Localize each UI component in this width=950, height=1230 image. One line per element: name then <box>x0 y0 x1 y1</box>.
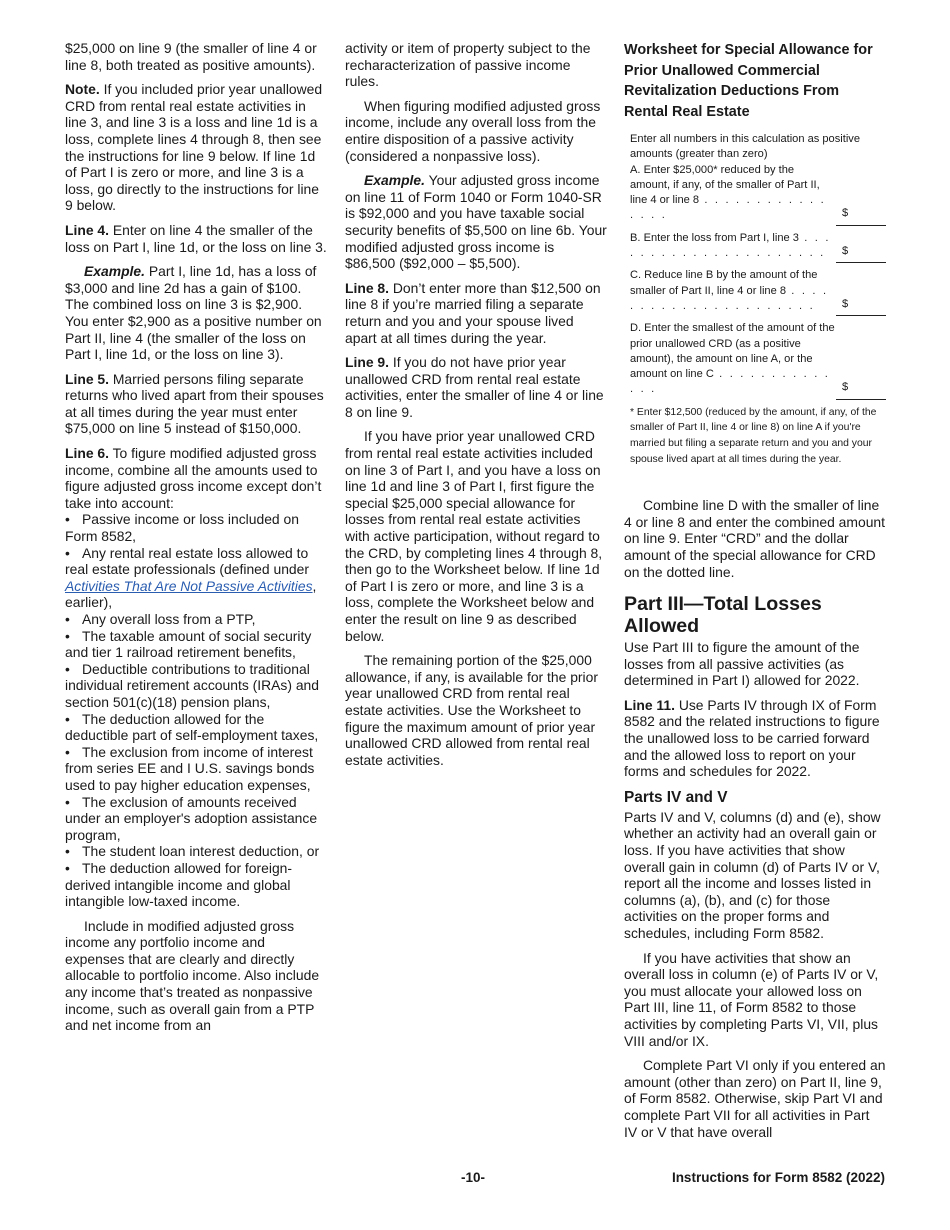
worksheet-line-b-text <box>630 231 835 262</box>
bullet-item: • The exclusion from income of interest from series EE and I U.S. savings bonds used to pay higher education expenses, <box>65 744 327 794</box>
line5-label: Line 5. <box>65 370 109 387</box>
paragraph: $25,000 on line 9 (the smaller of line 4 or line 8, both treated as positive amounts). <box>65 40 317 73</box>
column-1 <box>65 40 327 1042</box>
line5-paragraph <box>65 371 327 437</box>
line8-paragraph <box>345 280 607 346</box>
paragraph: When figuring modified adjusted gross income, include any overall loss from the entire disposition of a passive activity (considered a nonpassive loss). <box>345 97 601 164</box>
example1-text: Part I, line 1d, has a loss of $3,000 and line 2d has a gain of $100. The combined loss on line 3 is $2,900. You enter $2,900 as a positive number on Part II, line 4 (the smaller of the loss on Part I, line 1d, or the loss on line 3). <box>65 263 322 363</box>
paragraph: If you have activities that show an overall loss in column (e) of Parts IV or V, you must allocate your allowed loss on Part III, line 11, of Form 8582 to those activities by completing Parts VI, VII, plus VIII and/or IX. <box>624 949 879 1049</box>
bullet2-text-end: , earlier), <box>65 577 317 611</box>
example2-paragraph <box>345 172 607 272</box>
worksheet-line-c-text <box>630 268 835 314</box>
footer-form-title: Instructions for Form 8582 (2022) <box>671 1170 885 1185</box>
example1-label: Example. <box>84 263 145 280</box>
line6-paragraph <box>65 445 327 511</box>
bullet-item: • The taxable amount of social security and tier 1 railroad retirement benefits, <box>65 628 327 661</box>
line-d-label: D. Enter the smallest of the amount of the prior unallowed CRD (as a positive amount), the amount on line A, or the amount on line C <box>630 322 835 381</box>
combine-paragraph: Combine line D with the smaller of line 4 or line 8 and enter the combined amount on line 9. Enter “CRD” and the dollar amount of the special allowance for CRD on the dotted line. <box>624 497 886 580</box>
line9-text: If you do not have prior year unallowed CRD from rental real estate activities, enter the smaller of line 4 or line 8 on line 9. <box>345 354 604 420</box>
paragraph: activity or item of property subject to the recharacterization of passive income rules. <box>345 40 591 90</box>
paragraph: The remaining portion of the $25,000 allowance, if any, is available for the prior year unallowed CRD from rental real estate activities. Use the Worksheet to figure the maximum amount of prior year unallowed CRD allowed from rental real estate activities. <box>345 652 598 768</box>
worksheet-line-a <box>630 163 886 224</box>
dollar-sign: $ <box>842 297 849 310</box>
line-b-label: B. Enter the loss from Part I, line 3 <box>630 231 799 244</box>
example1-paragraph <box>65 263 327 363</box>
paragraph: If you have prior year unallowed CRD from rental real estate activities included on line 3 of Part I, and you have a loss on line 1d and line 3 of Part I, first figure the special $25,000 special allowance for losses from rental real estate activities with active participation, without regard to the CRD, by completing lines 4 through 8, then go to the Worksheet below. If line 1d of Part I is zero or more, and line 3 is a loss, complete the Worksheet below and enter the result on line 9 as described below. <box>345 428 603 644</box>
bullet2-text: Any rental real estate loss allowed to real estate professionals (defined under <box>65 544 310 578</box>
dollar-sign: $ <box>842 381 849 394</box>
note-text: If you included prior year unallowed CRD from rental real estate activities in line 3, and line 3 is a loss and line 1d is a loss, complete lines 4 through 8, then see the instructions for line 9 below. If line 1d of Part I is zero or more, and line 3 is a loss, go directly to the instructions for line 9 below. <box>65 81 323 214</box>
line9-label: Line 9. <box>345 354 389 371</box>
paragraph: Complete Part VI only if you entered an amount (other than zero) on Part II, line 9, of Form 8582. Otherwise, skip Part VI and complete Part VII for all activities in Part IV or V that have overall <box>624 1057 886 1140</box>
line11-text: Use Parts IV through IX of Form 8582 and the related instructions to figure the unallowed loss to be carried forward and the allowed loss to report on your forms and schedules for 2022. <box>624 696 880 780</box>
dot-leader: . . . . . . . . . . . . . . . . . . . . . . <box>630 284 829 312</box>
bullet-item: • The deduction allowed for foreign-derived intangible income and global intangible low-taxed income. <box>65 860 327 910</box>
example2-text: Your adjusted gross income on line 11 of Form 1040 or Form 1040-SR is $92,000 and you have taxable social security benefits of $5,500 on line 6b. Your modified adjusted gross income is $86,500 ($92,000 – $5,500). <box>345 172 607 272</box>
column-3 <box>624 40 886 1148</box>
part3-heading: Part III—Total Losses Allowed <box>624 593 822 637</box>
bullet-item <box>65 545 327 611</box>
note-label: Note. <box>65 81 100 98</box>
worksheet-intro: Enter all numbers in this calculation as positive amounts (greater than zero) <box>630 133 861 161</box>
line-c-label: C. Reduce line B by the amount of the smaller of Part II, line 4 or line 8 <box>630 269 818 297</box>
dot-leader: . . . . . . . . . . . . . . <box>630 368 831 396</box>
bullet-item: • Any overall loss from a PTP, <box>65 611 327 628</box>
worksheet-line-a-text <box>630 163 835 224</box>
worksheet-footnote: * Enter $12,500 (reduced by the amount, if any, of the smaller of Part II, line 4 or line 8) on line A if you're married but filing a separate return and you and your spouse lived apart at all times during the year. <box>630 406 877 465</box>
bullet-item: • The deduction allowed for the deductible part of self-employment taxes, <box>65 711 327 744</box>
line4-text: Enter on line 4 the smaller of the loss on Part I, line 1d, or the loss on line 3. <box>65 221 327 255</box>
answer-line <box>836 225 886 226</box>
paragraph: Parts IV and V, columns (d) and (e), show whether an activity had an overall gain or loss. If you have activities that show overall gain in column (d) of Parts IV or V, report all the income and losses listed in columns (a), (b), and (c) for those activities on the proper forms and schedules, including Form 8582. <box>624 808 881 941</box>
column-2 <box>345 40 607 776</box>
worksheet-line-b <box>630 231 886 262</box>
activities-not-passive-link[interactable]: Activities That Are Not Passive Activities <box>65 577 313 594</box>
line6-text: To figure modified adjusted gross income, combine all the amounts used to figure adjusted gross income except don’t take into account: <box>65 445 322 511</box>
bullet-item: • The exclusion of amounts received under an employer's adoption assistance program, <box>65 794 327 844</box>
line8-label: Line 8. <box>345 279 389 296</box>
dot-leader: . . . . . . . . . . . . . . . . . . . . . . <box>630 231 831 260</box>
line9-paragraph <box>345 354 607 420</box>
note-paragraph <box>65 81 327 214</box>
line11-label: Line 11. <box>624 696 675 713</box>
example2-label: Example. <box>364 172 425 189</box>
bullet-item: • The student loan interest deduction, or <box>65 843 327 860</box>
line4-paragraph <box>65 222 327 255</box>
bullet-item: • Deductible contributions to traditional individual retirement accounts (IRAs) and section 501(c)(18) pension plans, <box>65 661 327 711</box>
answer-line <box>836 262 886 263</box>
line8-text: Don’t enter more than $12,500 on line 8 if you’re married filing a separate return and you and your spouse lived apart at all times during the year. <box>345 279 601 346</box>
page-number: -10- <box>461 1170 486 1185</box>
parts-iv-v-heading: Parts IV and V <box>624 788 728 806</box>
include-paragraph: Include in modified adjusted gross income any portfolio income and expenses that are clearly and directly allocable to portfolio income. Also include any income that’s treated as nonpassive income, such as overall gain from a PTP and net income from an <box>65 917 320 1034</box>
dollar-sign: $ <box>842 245 849 258</box>
paragraph: Use Part III to figure the amount of the losses from all passive activities (as determined in Part I) allowed for 2022. <box>624 639 860 689</box>
bullet-item: • Passive income or loss included on Form 8582, <box>65 511 327 544</box>
worksheet-title: Worksheet for Special Allowance for Prior Unallowed Commercial Revitalization Deductions From Rental Real Estate <box>624 42 873 120</box>
line6-label: Line 6. <box>65 445 109 462</box>
line5-text: Married persons filing separate returns who lived apart from their spouses at all times during the year must enter $75,000 on line 5 instead of $150,000. <box>65 370 324 437</box>
worksheet-line-d <box>630 321 886 397</box>
line4-label: Line 4. <box>65 221 109 238</box>
answer-line <box>836 315 886 316</box>
worksheet-line-c <box>630 268 886 314</box>
worksheet-line-d-text <box>630 321 835 397</box>
worksheet <box>624 132 886 467</box>
line-a-label: A. Enter $25,000* reduced by the amount, if any, of the smaller of Part II, line 4 or line 8 <box>630 163 820 207</box>
dot-leader: . . . . . . . . . . . . . . . . <box>630 194 826 222</box>
answer-line <box>836 399 886 400</box>
dollar-sign: $ <box>842 207 849 220</box>
line11-paragraph <box>624 697 886 780</box>
